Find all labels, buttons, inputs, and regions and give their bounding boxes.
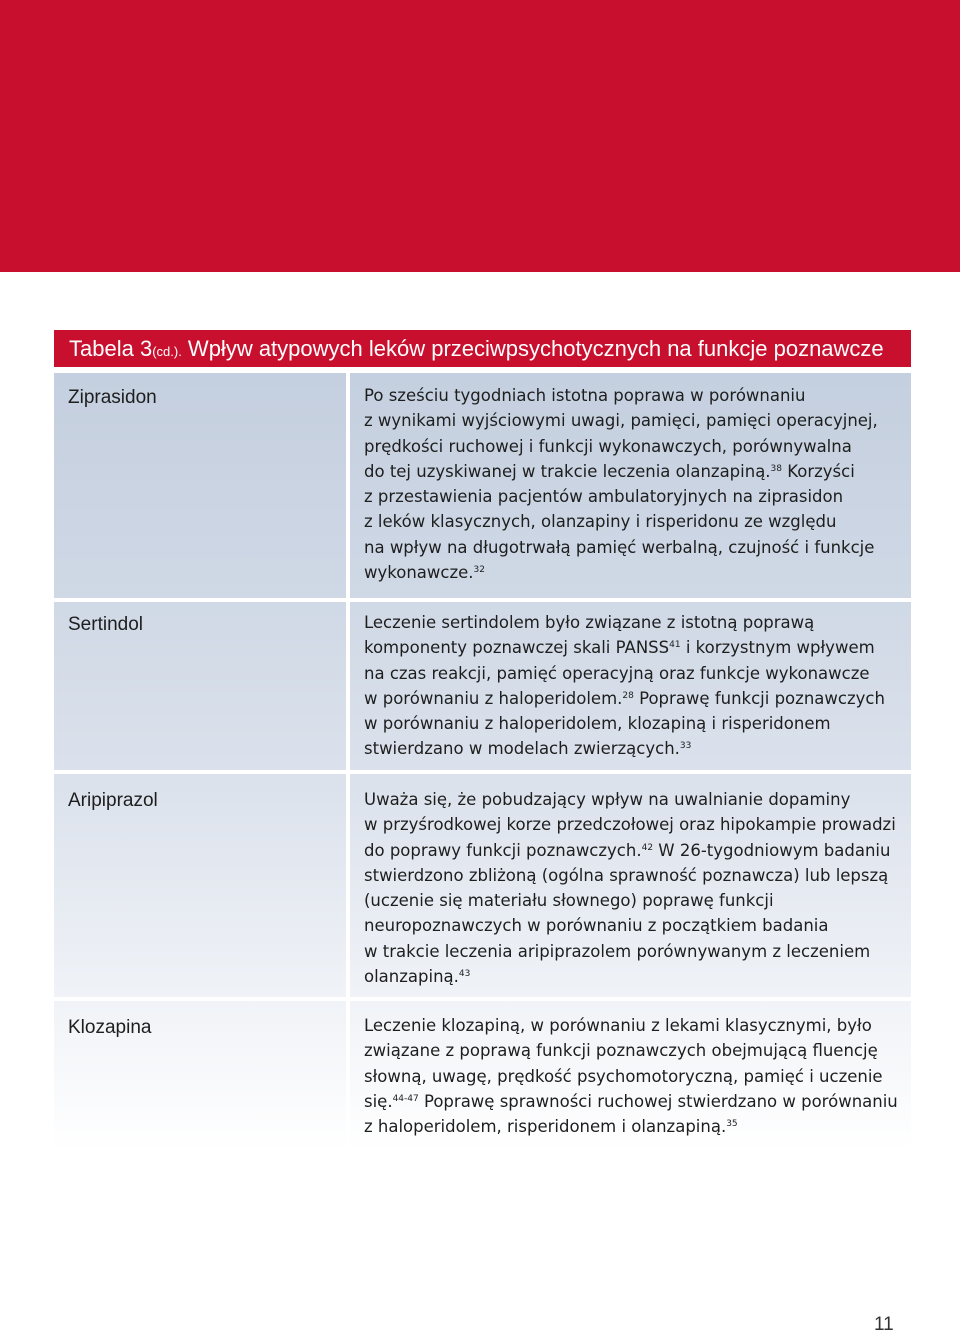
drug-name-aripiprazol: Aripiprazol [68, 790, 158, 811]
description-line [364, 711, 904, 736]
page-number: 11 [874, 1314, 894, 1335]
drug-name-sertindol: Sertindol [68, 614, 143, 635]
citation-reference: 44-47 [392, 1093, 419, 1104]
description-line [364, 686, 904, 711]
line-text-continued: W 26-tygodniowym badaniu [653, 840, 891, 860]
line-text: z przestawienia pacjentów ambulatoryjnych na ziprasidon [364, 487, 844, 507]
description-line [364, 535, 904, 560]
line-text: stwierdzano w modelach zwierzących. [364, 739, 680, 759]
line-text: z leków klasycznych, olanzapiny i risperidonu ze względu [364, 512, 837, 532]
description-line [364, 560, 904, 585]
citation-reference: 35 [726, 1119, 738, 1130]
line-text: olanzapiną. [364, 967, 459, 987]
line-text: komponenty poznawczej skali PANSS [364, 638, 670, 658]
line-text: wykonawcze. [364, 563, 474, 583]
citation-reference: 28 [622, 690, 634, 701]
description-line [364, 787, 904, 812]
citation-reference: 32 [473, 565, 485, 576]
description-line [364, 838, 904, 863]
citation-reference: 38 [770, 463, 782, 474]
line-text: do tej uzyskiwanej w trakcie leczenia olanzapiną. [364, 461, 771, 481]
description-sertindol [364, 610, 904, 762]
line-text: Po sześciu tygodniach istotna poprawa w porównaniu [364, 386, 806, 405]
line-text: neuropoznawczych w porównaniu z początkiem badania [364, 916, 829, 936]
description-line [364, 484, 904, 509]
description-line [364, 1013, 904, 1038]
title-text: Wpływ atypowych leków przeciwpsychotycznych na funkcje poznawcze [181, 336, 884, 361]
line-text: Leczenie sertindolem było związane z istotną poprawą [364, 613, 815, 632]
description-line [364, 408, 904, 433]
description-aripiprazol [364, 787, 904, 989]
line-text: słowną, uwagę, prędkość psychomotoryczną, pamięć i uczenie [364, 1066, 883, 1086]
row-divider [54, 997, 911, 1001]
line-text: na czas reakcji, pamięć operacyjną oraz funkcje wykonawcze [364, 663, 870, 683]
line-text: Uważa się, że pobudzający wpływ na uwalnianie dopaminy [364, 790, 851, 809]
row-divider [54, 598, 911, 602]
line-text: z wynikami wyjściowymi uwagi, pamięci, pamięci operacyjnej, [364, 411, 878, 431]
description-line [364, 509, 904, 534]
description-line [364, 635, 904, 660]
description-klozapina [364, 1013, 904, 1139]
line-text-continued: Poprawę funkcji poznawczych [633, 688, 885, 708]
line-text: stwierdzono zbliżoną (ogólna sprawność poznawcza) lub lepszą [364, 865, 889, 885]
line-text: na wpływ na długotrwałą pamięć werbalną, czujność i funkcje [364, 537, 875, 557]
table-title [54, 330, 911, 367]
drug-effects-table [54, 373, 911, 1150]
line-text: w przyśrodkowej korze przedczołowej oraz hipokampie prowadzi [364, 815, 896, 835]
description-line [364, 434, 904, 459]
description-ziprasidon [364, 383, 904, 585]
line-text: (uczenie się materiału słownego) poprawę funkcji [364, 891, 774, 911]
line-text-continued: Korzyści [782, 461, 855, 481]
line-text: w trakcie leczenia aripiprazolem porównywanym z leczeniem [364, 941, 871, 961]
citation-reference: 42 [641, 842, 654, 853]
description-line [364, 913, 904, 938]
line-text: prędkości ruchowej i funkcji wykonawczych, porównywalna [364, 436, 852, 456]
line-text-continued: Poprawę sprawności ruchowej stwierdzano w porównaniu [418, 1091, 898, 1111]
description-line [364, 661, 904, 686]
description-line [364, 383, 904, 408]
description-line [364, 610, 904, 635]
line-text: w porównaniu z haloperidolem, klozapiną i risperidonem [364, 714, 831, 734]
header-color-band [0, 0, 960, 272]
description-line [364, 1114, 904, 1139]
line-text: do poprawy funkcji poznawczych. [364, 840, 642, 860]
description-line [364, 888, 904, 913]
citation-reference: 41 [669, 640, 681, 651]
line-text: Leczenie klozapiną, w porównaniu z lekami klasycznymi, było [364, 1016, 872, 1035]
description-line [364, 736, 904, 761]
description-line [364, 863, 904, 888]
description-line [364, 1089, 904, 1114]
description-line [364, 459, 904, 484]
title-prefix: Tabela 3 [69, 336, 153, 361]
description-line [364, 812, 904, 837]
column-divider [346, 373, 350, 1150]
line-text: z haloperidolem, risperidonem i olanzapiną. [364, 1117, 727, 1137]
line-text: związane z poprawą funkcji poznawczych obejmującą fluencję [364, 1041, 878, 1061]
description-line [364, 964, 904, 989]
citation-reference: 33 [679, 741, 692, 752]
line-text: się. [364, 1091, 393, 1111]
row-divider [54, 770, 911, 774]
citation-reference: 43 [458, 969, 471, 980]
description-line [364, 939, 904, 964]
description-line [364, 1038, 904, 1063]
title-continuation-note: (cd.). [152, 344, 182, 359]
drug-name-ziprasidon: Ziprasidon [68, 387, 157, 408]
description-line [364, 1064, 904, 1089]
drug-name-klozapina: Klozapina [68, 1017, 152, 1038]
line-text-continued: i korzystnym wpływem [680, 638, 875, 658]
line-text: w porównaniu z haloperidolem. [364, 688, 623, 708]
